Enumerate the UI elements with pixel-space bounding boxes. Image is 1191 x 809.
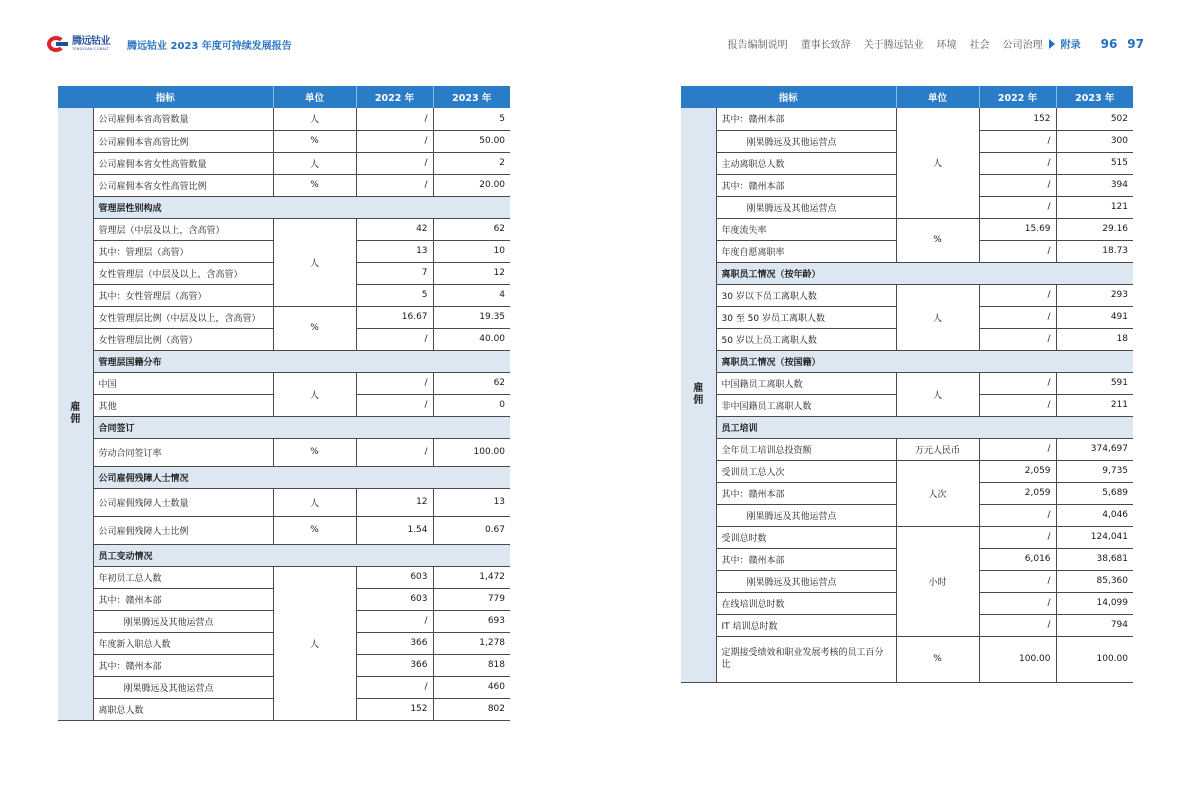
nav-appendix[interactable]: 附录 [1060,40,1081,51]
row-2023: 85,360 [1056,570,1133,592]
row-2022: 603 [356,588,433,610]
nav-active-arrow-icon [1049,39,1055,49]
row-label: 女性管理层比例（中层及以上，含高管） [93,306,273,328]
row-2023: 211 [1056,394,1133,416]
row-label: 非中国籍员工离职人数 [716,394,896,416]
row-2022: / [979,438,1056,460]
row-unit: % [896,218,979,262]
row-label: 年度流失率 [716,218,896,240]
nav-report-notes[interactable]: 报告编制说明 [727,40,788,51]
section-row [58,416,510,438]
row-2022: / [979,570,1056,592]
nav-chairman-speech[interactable]: 董事长致辞 [800,40,851,51]
row-2022: / [356,610,433,632]
row-2023: 1,472 [433,566,510,588]
row-unit: 人 [273,372,356,416]
row-label: 管理层（中层及以上，含高管） [93,218,273,240]
row-label: 中国籍员工离职人数 [716,372,896,394]
row-label: 年初员工总人数 [93,566,273,588]
row-2022: / [356,676,433,698]
row-2022: / [356,108,433,130]
section-row [681,416,1133,438]
row-2022: / [979,526,1056,548]
row-label: 其中：女性管理层（高管） [93,284,273,306]
row-2023: 5 [433,108,510,130]
section-heading: 管理层性别构成 [93,196,510,218]
row-label: 中国 [93,372,273,394]
row-2022: 152 [356,698,433,720]
col-indicator: 指标 [681,86,896,108]
row-label: 其中：赣州本部 [716,174,896,196]
row-2023: 100.00 [1056,636,1133,682]
table-row [58,566,510,588]
row-2022: / [356,130,433,152]
logo-text: 腾远钴业 [72,35,110,47]
row-2022: 2,059 [979,482,1056,504]
section-heading: 公司雇佣残障人士情况 [93,466,510,488]
row-2023: 20.00 [433,174,510,196]
table-row [58,130,510,152]
top-nav [715,36,1144,51]
row-label: 刚果腾远及其他运营点 [716,504,896,526]
row-label: 其中：管理层（高管） [93,240,273,262]
section-heading: 员工培训 [716,416,1133,438]
row-label: 离职总人数 [93,698,273,720]
table-row [681,526,1133,548]
row-label: 受训总时数 [716,526,896,548]
row-2023: 100.00 [433,438,510,466]
row-label: 30 至 50 岁员工离职人数 [716,306,896,328]
row-2022: / [979,394,1056,416]
section-row [681,350,1133,372]
row-2022: / [356,328,433,350]
row-2022: / [979,240,1056,262]
row-2022: / [979,504,1056,526]
table-row [681,218,1133,240]
row-label: 其中：赣州本部 [93,654,273,676]
table-row [58,488,510,516]
row-2023: 818 [433,654,510,676]
row-label: 刚果腾远及其他运营点 [716,130,896,152]
col-2022: 2022 年 [979,86,1056,108]
table-row [681,372,1133,394]
section-row [58,544,510,566]
row-2023: 374,697 [1056,438,1133,460]
row-2023: 18.73 [1056,240,1133,262]
row-2023: 794 [1056,614,1133,636]
row-label: 年度新入职总人数 [93,632,273,654]
row-2022: 603 [356,566,433,588]
table-row [681,438,1133,460]
row-label: 50 岁以上员工离职人数 [716,328,896,350]
row-label: 刚果腾远及其他运营点 [716,196,896,218]
row-2023: 13 [433,488,510,516]
right-data-table [681,86,1133,683]
row-label: 劳动合同签订率 [93,438,273,466]
row-2023: 19.35 [433,306,510,328]
row-unit: % [273,438,356,466]
row-2022: 6,016 [979,548,1056,570]
section-heading: 离职员工情况（按年龄） [716,262,1133,284]
row-2022: / [356,152,433,174]
row-2023: 802 [433,698,510,720]
row-2023: 14,099 [1056,592,1133,614]
table-row [681,108,1133,130]
row-2022: / [356,174,433,196]
logo-mark-icon [47,36,69,52]
section-row [58,466,510,488]
table-row [58,218,510,240]
row-2022: 7 [356,262,433,284]
row-label: 刚果腾远及其他运营点 [93,676,273,698]
row-unit: % [273,306,356,350]
table-row [58,438,510,466]
table-row [58,108,510,130]
table-row [58,372,510,394]
row-unit: 人 [896,284,979,350]
row-2023: 62 [433,218,510,240]
row-2023: 2 [433,152,510,174]
table-row [58,152,510,174]
row-2022: 2,059 [979,460,1056,482]
table-row [58,174,510,196]
row-2022: / [979,152,1056,174]
row-2022: 42 [356,218,433,240]
row-2022: 366 [356,654,433,676]
row-2022: 1.54 [356,516,433,544]
row-unit: 人 [896,372,979,416]
row-label: 公司雇佣本省高管数量 [93,108,273,130]
row-2022: / [979,592,1056,614]
row-label: 全年员工培训总投资额 [716,438,896,460]
row-label: 公司雇佣残障人士比例 [93,516,273,544]
row-label: 其中：赣州本部 [93,588,273,610]
row-unit: 人 [273,108,356,130]
row-2023: 502 [1056,108,1133,130]
table-row [681,460,1133,482]
row-label: 其中：赣州本部 [716,548,896,570]
row-2023: 0.67 [433,516,510,544]
row-2023: 50.00 [433,130,510,152]
row-2023: 591 [1056,372,1133,394]
row-2022: 152 [979,108,1056,130]
row-label: 公司雇佣本省女性高管比例 [93,174,273,196]
row-2023: 29.16 [1056,218,1133,240]
row-label: 在线培训总时数 [716,592,896,614]
row-2023: 9,735 [1056,460,1133,482]
section-heading: 管理层国籍分布 [93,350,510,372]
table-row [681,284,1133,306]
row-2022: / [356,372,433,394]
row-2022: / [356,394,433,416]
row-unit: 人 [273,488,356,516]
section-heading: 合同签订 [93,416,510,438]
row-2022: / [979,284,1056,306]
row-2023: 1,278 [433,632,510,654]
section-row [58,196,510,218]
col-2022: 2022 年 [356,86,433,108]
row-2023: 293 [1056,284,1133,306]
row-unit: % [273,516,356,544]
section-heading: 员工变动情况 [93,544,510,566]
row-2023: 124,041 [1056,526,1133,548]
row-label: 女性管理层（中层及以上，含高管） [93,262,273,284]
row-2023: 121 [1056,196,1133,218]
row-label: 刚果腾远及其他运营点 [716,570,896,592]
nav-environment[interactable]: 环境 [936,40,957,51]
row-2023: 693 [433,610,510,632]
row-label: 女性管理层比例（高管） [93,328,273,350]
row-2022: / [356,438,433,466]
row-2023: 18 [1056,328,1133,350]
row-unit: 人 [273,218,356,306]
nav-about[interactable]: 关于腾远钴业 [863,40,924,51]
row-2022: / [979,174,1056,196]
row-2022: 13 [356,240,433,262]
report-title: 腾远钴业 2023 年度可持续发展报告 [127,41,292,52]
row-2023: 38,681 [1056,548,1133,570]
page-number-left: 96 [1100,36,1118,51]
row-2022: 12 [356,488,433,516]
row-2023: 5,689 [1056,482,1133,504]
page-numbers [1101,37,1144,51]
row-label: 受训员工总人次 [716,460,896,482]
row-2023: 12 [433,262,510,284]
row-2022: 16.67 [356,306,433,328]
nav-society[interactable]: 社会 [969,40,990,51]
row-unit: % [273,174,356,196]
section-row [681,262,1133,284]
row-label: 30 岁以下员工离职人数 [716,284,896,306]
row-2022: / [979,130,1056,152]
row-unit: 万元人民币 [896,438,979,460]
row-unit: 人 [273,566,356,720]
row-2022: / [979,614,1056,636]
row-label: 主动离职总人数 [716,152,896,174]
row-unit: 人 [273,152,356,174]
row-2022: / [979,196,1056,218]
row-unit: 人次 [896,460,979,526]
row-2023: 394 [1056,174,1133,196]
company-logo [47,36,110,52]
nav-governance[interactable]: 公司治理 [1002,40,1043,51]
row-2023: 10 [433,240,510,262]
row-label: IT 培训总时数 [716,614,896,636]
logo-subtext: TENGYUAN COBALT [72,46,109,51]
col-2023: 2023 年 [433,86,510,108]
left-data-table [58,86,510,721]
row-2022: 15.69 [979,218,1056,240]
col-unit: 单位 [896,86,979,108]
row-2022: / [979,328,1056,350]
row-label: 公司雇佣残障人士数量 [93,488,273,516]
table-row [58,516,510,544]
row-unit: % [273,130,356,152]
row-2023: 40.00 [433,328,510,350]
category-label: 雇佣 [58,108,93,720]
row-2022: / [979,372,1056,394]
row-2023: 0 [433,394,510,416]
table-header [58,86,510,108]
row-label: 定期接受绩效和职业发展考核的员工百分比 [716,636,896,682]
row-2023: 779 [433,588,510,610]
col-2023: 2023 年 [1056,86,1133,108]
row-2023: 300 [1056,130,1133,152]
row-unit: 人 [896,108,979,218]
section-heading: 离职员工情况（按国籍） [716,350,1133,372]
category-label: 雇佣 [681,108,716,682]
row-label: 刚果腾远及其他运营点 [93,610,273,632]
row-2022: 5 [356,284,433,306]
row-label: 其中：赣州本部 [716,108,896,130]
row-2023: 62 [433,372,510,394]
row-label: 其他 [93,394,273,416]
row-label: 其中：赣州本部 [716,482,896,504]
row-unit: % [896,636,979,682]
col-unit: 单位 [273,86,356,108]
table-header [681,86,1133,108]
row-2022: / [979,306,1056,328]
row-2022: 366 [356,632,433,654]
table-row [681,636,1133,682]
row-2022: 100.00 [979,636,1056,682]
col-indicator: 指标 [58,86,273,108]
page-number-right: 97 [1127,36,1144,51]
table-row [58,306,510,328]
row-2023: 491 [1056,306,1133,328]
section-row [58,350,510,372]
row-2023: 515 [1056,152,1133,174]
row-label: 年度自愿离职率 [716,240,896,262]
row-2023: 4,046 [1056,504,1133,526]
row-label: 公司雇佣本省高管比例 [93,130,273,152]
row-2023: 460 [433,676,510,698]
row-label: 公司雇佣本省女性高管数量 [93,152,273,174]
row-unit: 小时 [896,526,979,636]
row-2023: 4 [433,284,510,306]
